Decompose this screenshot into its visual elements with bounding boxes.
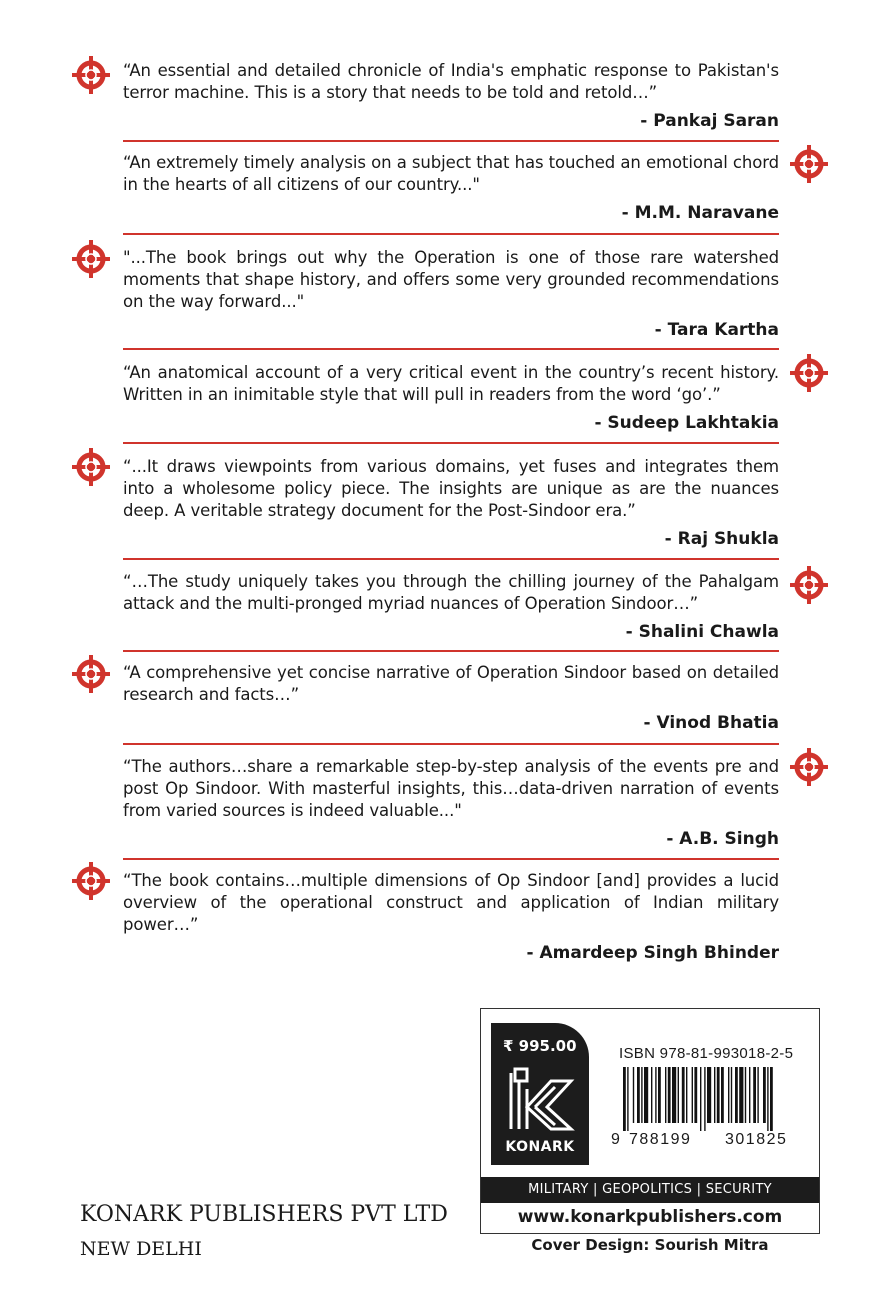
price: ₹ 995.00 — [503, 1037, 577, 1055]
barcode-bar — [767, 1067, 768, 1131]
testimonial-1 — [123, 60, 779, 132]
barcode-bar — [655, 1067, 656, 1123]
barcode-bar — [739, 1067, 743, 1123]
testimonial-5 — [123, 456, 779, 550]
divider — [123, 140, 779, 142]
testimonial-text: “A comprehensive yet concise narrative of Operation Sindoor based on detailed research and facts…” — [123, 663, 779, 704]
testimonial-text: “…The study uniquely takes you through the chilling journey of the Pahalgam attack and the multi-pronged myriad nuances of Operation Sindoor…” — [123, 572, 779, 613]
barcode-bar — [700, 1067, 701, 1131]
cover-design-credit: Cover Design: Sourish Mitra — [531, 1236, 769, 1254]
testimonial-author: - M.M. Naravane — [621, 203, 779, 223]
testimonial-author: - Shalini Chawla — [625, 622, 779, 642]
barcode-bar — [728, 1067, 729, 1123]
barcode-bar — [658, 1067, 661, 1123]
barcode-bar — [753, 1067, 756, 1123]
crosshair-target-icon — [72, 448, 110, 486]
testimonial-6 — [123, 571, 779, 643]
divider — [123, 743, 779, 745]
divider — [123, 233, 779, 235]
barcode-bar — [714, 1067, 715, 1123]
testimonial-text: "...The book brings out why the Operation is one of those rare watershed moments that shape history, and offers some very grounded recommendations on the way forward..." — [123, 248, 779, 311]
barcode-bar — [749, 1067, 750, 1123]
category-band: MILITARY | GEOPOLITICS | SECURITY — [481, 1177, 819, 1203]
divider — [123, 442, 779, 444]
barcode-bar — [721, 1067, 724, 1123]
crosshair-target-icon — [72, 655, 110, 693]
barcode-bar — [770, 1067, 773, 1131]
barcode-first-digit: 9 — [611, 1131, 620, 1148]
testimonial-author: - A.B. Singh — [666, 829, 779, 849]
barcode-bar — [623, 1067, 626, 1131]
crosshair-target-icon — [72, 240, 110, 278]
logo-name: KONARK — [505, 1139, 575, 1155]
barcode-bar — [694, 1067, 697, 1123]
barcode-bar — [717, 1067, 720, 1123]
barcode — [609, 1067, 809, 1131]
barcode-bar — [633, 1067, 634, 1123]
barcode-bar — [672, 1067, 676, 1123]
barcode-bar — [692, 1067, 693, 1123]
testimonial-4 — [123, 362, 779, 434]
divider — [123, 858, 779, 860]
barcode-bar — [627, 1067, 628, 1131]
testimonial-author: - Sudeep Lakhtakia — [594, 413, 779, 433]
divider — [123, 558, 779, 560]
isbn-number: ISBN 978-81-993018-2-5 — [619, 1045, 794, 1062]
isbn-box — [480, 1008, 820, 1234]
barcode-bar — [678, 1067, 679, 1123]
barcode-bar — [682, 1067, 685, 1123]
barcode-left-digits: 788199 — [629, 1131, 692, 1148]
barcode-bar — [651, 1067, 652, 1123]
testimonial-text: “...It draws viewpoints from various domains, yet fuses and integrates them into a wholesome policy piece. The insights are unique as are the nuances deep. A veritable strategy document for the Post-Sindoor era.” — [123, 457, 779, 520]
barcode-bar — [757, 1067, 758, 1123]
konark-logo-block — [491, 1023, 589, 1165]
barcode-bar — [763, 1067, 766, 1123]
crosshair-target-icon — [72, 56, 110, 94]
barcode-bar — [704, 1067, 705, 1131]
publisher-city: NEW DELHI — [80, 1238, 202, 1260]
testimonial-7 — [123, 662, 779, 734]
barcode-bar — [668, 1067, 671, 1123]
crosshair-target-icon — [790, 354, 828, 392]
testimonial-author: - Tara Kartha — [654, 320, 779, 340]
barcode-bar — [644, 1067, 648, 1123]
barcode-bar — [745, 1067, 746, 1123]
testimonial-text: “An anatomical account of a very critical event in the country’s recent history. Written in an inimitable style that will pull in readers from the word ‘go’.” — [123, 363, 779, 404]
testimonial-text: “The authors…share a remarkable step-by-step analysis of the events pre and post Op Sindoor. With masterful insights, this…data-driven narration of events from varied sources is indeed valuable..." — [123, 757, 779, 820]
testimonial-author: - Raj Shukla — [664, 529, 779, 549]
crosshair-target-icon — [790, 566, 828, 604]
testimonial-2 — [123, 152, 779, 224]
testimonial-text: “An extremely timely analysis on a subject that has touched an emotional chord in the hearts of all citizens of our country..." — [123, 153, 779, 194]
testimonial-text: “The book contains…multiple dimensions of Op Sindoor [and] provides a lucid overview of the operational construct and application of Indian military power…” — [123, 871, 779, 934]
website-url: www.konarkpublishers.com — [517, 1207, 783, 1227]
divider — [123, 348, 779, 350]
barcode-bar — [735, 1067, 738, 1123]
testimonial-text: “An essential and detailed chronicle of India's emphatic response to Pakistan's terror machine. This is a story that needs to be told and retold…” — [123, 61, 779, 102]
testimonial-8 — [123, 756, 779, 850]
barcode-bar — [641, 1067, 642, 1123]
testimonial-author: - Amardeep Singh Bhinder — [526, 943, 779, 963]
crosshair-target-icon — [72, 862, 110, 900]
barcode-bar — [665, 1067, 666, 1123]
barcode-bar — [707, 1067, 711, 1123]
testimonial-9 — [123, 870, 779, 964]
testimonial-author: - Pankaj Saran — [640, 111, 779, 131]
crosshair-target-icon — [790, 748, 828, 786]
testimonial-author: - Vinod Bhatia — [643, 713, 779, 733]
crosshair-target-icon — [790, 145, 828, 183]
divider — [123, 650, 779, 652]
barcode-right-digits: 301825 — [725, 1131, 788, 1148]
barcode-bar — [686, 1067, 687, 1123]
konark-logo-icon — [505, 1067, 577, 1135]
barcode-bar — [731, 1067, 732, 1123]
publisher-name: KONARK PUBLISHERS PVT LTD — [80, 1202, 448, 1227]
testimonial-3 — [123, 247, 779, 341]
barcode-bar — [637, 1067, 640, 1123]
